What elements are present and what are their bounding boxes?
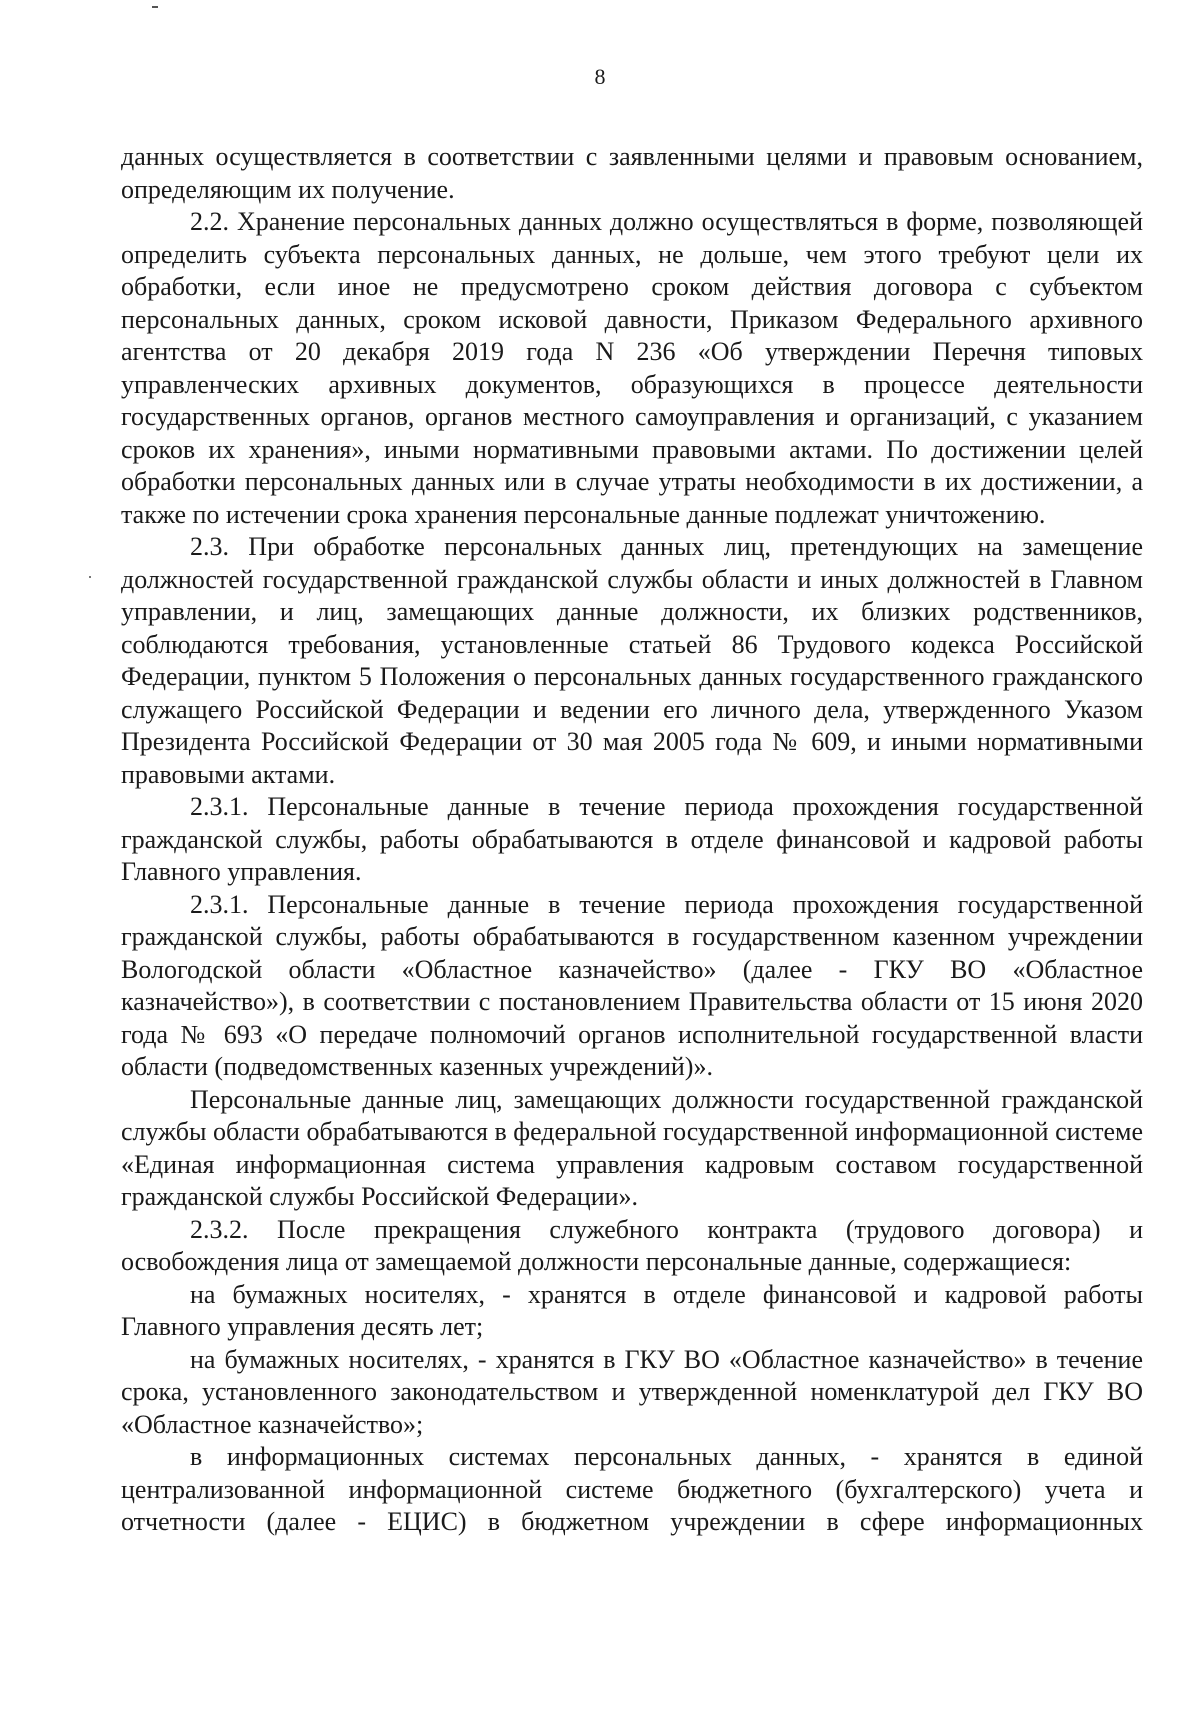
paragraph-2-2: 2.2. Хранение персональных данных должно осуществляться в форме, позволяющей определить субъекта персональных данных, не дольше, чем этого требуют цели их обработки, если иное не предусмотрено сроком действия договора с субъектом персональных данных, сроком исковой давности, Приказом Федерального архивного агентства от 20 декабря 2019 года N 236 «Об утверждении Перечня типовых управленческих архивных документов, образующихся в процессе деятельности государственных органов, органов местного самоуправления и организаций, с указанием сроков их хранения», иными нормативными правовыми актами. По достижении целей обработки персональных данных или в случае утраты необходимости в их достижении, а также по истечении срока хранения персональные данные подлежат уничтожению.	[121, 207, 1143, 529]
scan-mark	[152, 6, 158, 8]
paragraph-personal-data-gis: Персональные данные лиц, замещающих должности государственной гражданской службы области обрабатываются в федеральной государственной информационной системе «Единая информационная система управления кадровым составом государственной гражданской службы Российской Федерации».	[121, 1084, 1143, 1211]
paragraph-2-3-1-second: 2.3.1. Персональные данные в течение периода прохождения государственной гражданской службы, работы обрабатываются в государственном казенном учреждении Вологодской области «Областное казначейство» (далее - ГКУ ВО «Областное казначейство»), в соответствии с постановлением Правительства области от 15 июня 2020 года № 693 «О передаче полномочий органов исполнительной государственной власти области (подведомственных казенных учреждений)».	[121, 889, 1143, 1081]
paragraph-2-3-2: 2.3.2. После прекращения служебного контракта (трудового договора) и освобождения лица от замещаемой должности персональные данные, содержащиеся:	[121, 1214, 1143, 1276]
paragraph-continuation: данных осуществляется в соответствии с заявленными целями и правовым основанием, определяющим их получение.	[121, 142, 1143, 204]
paragraph-2-3: 2.3. При обработке персональных данных лиц, претендующих на замещение должностей государственной гражданской службы области и иных должностей в Главном управлении, и лиц, замещающих данные должности, их близких родственников, соблюдаются требования, установленные статьей 86 Трудового кодекса Российской Федерации, пунктом 5 Положения о персональных данных государственного гражданского служащего Российской Федерации и ведении его личного дела, утвержденного Указом Президента Российской Федерации от 30 мая 2005 года № 609, и иными нормативными правовыми актами.	[121, 532, 1143, 789]
paragraph-2-3-1-first: 2.3.1. Персональные данные в течение периода прохождения государственной гражданской службы, работы обрабатываются в отделе финансовой и кадровой работы Главного управления.	[121, 792, 1143, 886]
list-item-information-systems: в информационных системах персональных данных, - хранятся в единой централизованной информационной системе бюджетного (бухгалтерского) учета и отчетности (далее - ЕЦИС) в бюджетном учреждении в сфере информационных	[121, 1442, 1143, 1536]
document-body	[121, 141, 1143, 1539]
page-number: 8	[594, 64, 606, 89]
scan-speck	[89, 576, 91, 578]
list-item-paper-treasury: на бумажных носителях, - хранятся в ГКУ ВО «Областное казначейство» в течение срока, установленного законодательством и утвержденной номенклатурой дел ГКУ ВО «Областное казначейство»;	[121, 1344, 1143, 1439]
list-item-paper-department: на бумажных носителях, - хранятся в отделе финансовой и кадровой работы Главного управления десять лет;	[121, 1279, 1143, 1341]
